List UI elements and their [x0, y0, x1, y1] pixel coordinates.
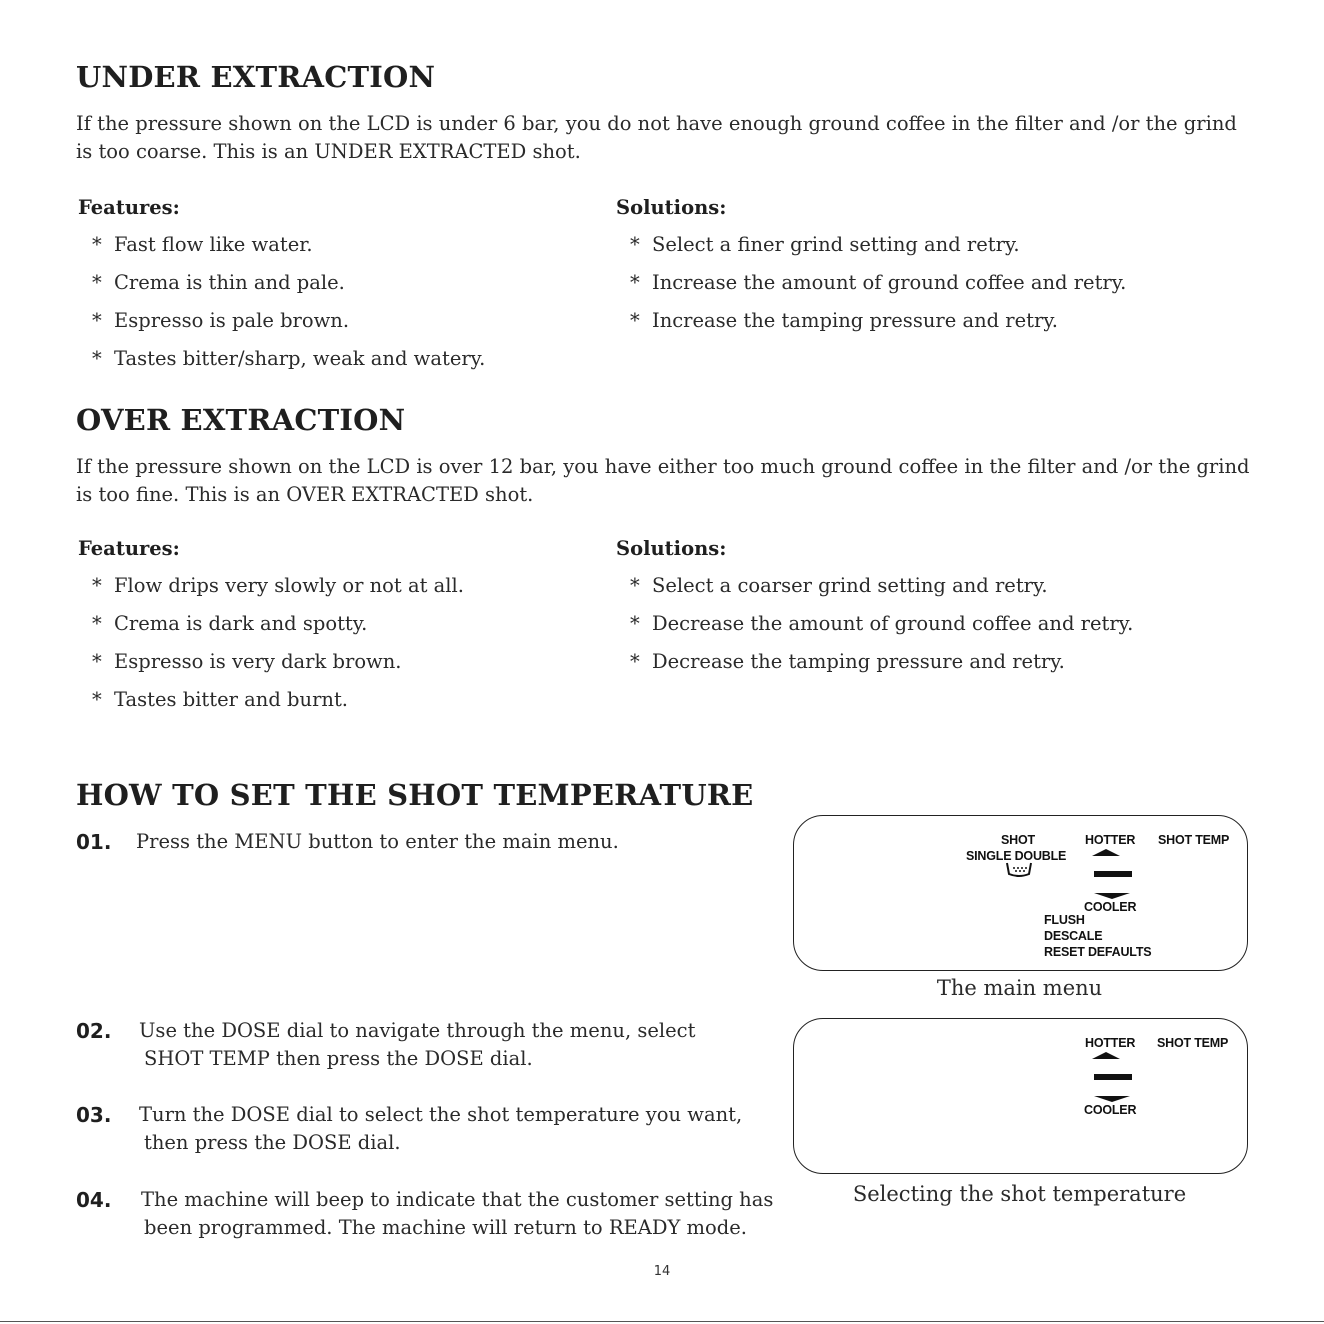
- lcd-cooler-label: COOLER: [1084, 1103, 1137, 1117]
- lcd-hotter-label: HOTTER: [1085, 833, 1136, 847]
- step-number: 03.: [76, 1103, 112, 1127]
- list-item: * Espresso is pale brown.: [92, 309, 350, 332]
- list-item: * Fast flow like water.: [92, 233, 313, 256]
- list-item: * Increase the amount of ground coffee and retry.: [630, 271, 1127, 294]
- list-item: * Espresso is very dark brown.: [92, 650, 402, 673]
- step-number: 01.: [76, 830, 112, 854]
- temperature-bar-icon: [1094, 871, 1132, 877]
- over-features-list: [76, 573, 464, 725]
- lcd-shot-temperature: [793, 1018, 1248, 1174]
- lcd-descale-label: DESCALE: [1044, 929, 1103, 943]
- step-text: Use the DOSE dial to navigate through the menu, select: [139, 1019, 696, 1042]
- step-text: Press the MENU button to enter the main menu.: [136, 830, 619, 853]
- cup-icon: [1004, 861, 1034, 879]
- list-item: * Flow drips very slowly or not at all.: [92, 574, 464, 597]
- list-item: * Decrease the tamping pressure and retry.: [630, 650, 1065, 673]
- list-item: * Tastes bitter and burnt.: [92, 688, 348, 711]
- step-text-continued: SHOT TEMP then press the DOSE dial.: [144, 1047, 533, 1070]
- arrow-up-icon: [1092, 1052, 1120, 1059]
- temperature-bar-icon: [1094, 1074, 1132, 1080]
- lcd-shot-temperature-caption: Selecting the shot temperature: [852, 1182, 1187, 1206]
- under-extraction-heading: UNDER EXTRACTION: [76, 60, 436, 94]
- under-features-heading: Features:: [78, 196, 180, 219]
- under-solutions-list: [614, 232, 1126, 346]
- lcd-main-menu-caption: The main menu: [936, 976, 1103, 1000]
- arrow-up-icon: [1092, 849, 1120, 856]
- lcd-single-double-label: SINGLE DOUBLE: [966, 849, 1067, 863]
- list-item: * Decrease the amount of ground coffee and retry.: [630, 612, 1134, 635]
- over-features-heading: Features:: [78, 537, 180, 560]
- lcd-reset-defaults-label: RESET DEFAULTS: [1044, 945, 1152, 959]
- list-item: * Select a finer grind setting and retry.: [630, 233, 1020, 256]
- step-text: Turn the DOSE dial to select the shot temperature you want,: [139, 1103, 743, 1126]
- step-number: 02.: [76, 1019, 112, 1043]
- under-extraction-intro: If the pressure shown on the LCD is under 6 bar, you do not have enough ground coffee in the filter and /or the grind is too coarse. This is an UNDER EXTRACTED shot.: [76, 112, 1237, 163]
- shot-temperature-heading: HOW TO SET THE SHOT TEMPERATURE: [76, 778, 754, 812]
- lcd-flush-label: FLUSH: [1044, 913, 1085, 927]
- lcd-shot-temp-label: SHOT TEMP: [1158, 833, 1230, 847]
- lcd-shot-temp-label: SHOT TEMP: [1157, 1036, 1229, 1050]
- arrow-down-icon: [1094, 893, 1130, 899]
- list-item: * Crema is thin and pale.: [92, 271, 345, 294]
- over-solutions-heading: Solutions:: [616, 537, 727, 560]
- page-bottom-rule: [0, 1321, 1324, 1322]
- step-text-continued: been programmed. The machine will return to READY mode.: [144, 1216, 747, 1239]
- under-features-list: [76, 232, 485, 384]
- list-item: * Select a coarser grind setting and retry.: [630, 574, 1048, 597]
- arrow-down-icon: [1094, 1096, 1130, 1102]
- lcd-hotter-label: HOTTER: [1085, 1036, 1136, 1050]
- list-item: * Crema is dark and spotty.: [92, 612, 368, 635]
- list-item: * Increase the tamping pressure and retry.: [630, 309, 1058, 332]
- over-solutions-list: [614, 573, 1133, 687]
- lcd-main-menu: [793, 815, 1248, 971]
- over-extraction-intro: If the pressure shown on the LCD is over 12 bar, you have either too much ground coffee in the filter and /or the grind is too fine. This is an OVER EXTRACTED shot.: [76, 455, 1250, 506]
- list-item: * Tastes bitter/sharp, weak and watery.: [92, 347, 486, 370]
- lcd-shot-label: SHOT: [1001, 833, 1035, 847]
- step-text: The machine will beep to indicate that the customer setting has: [141, 1188, 774, 1211]
- step-number: 04.: [76, 1188, 112, 1212]
- page-number: 14: [653, 1264, 671, 1279]
- step-text-continued: then press the DOSE dial.: [144, 1131, 401, 1154]
- under-solutions-heading: Solutions:: [616, 196, 727, 219]
- over-extraction-heading: OVER EXTRACTION: [76, 403, 406, 437]
- lcd-cooler-label: COOLER: [1084, 900, 1137, 914]
